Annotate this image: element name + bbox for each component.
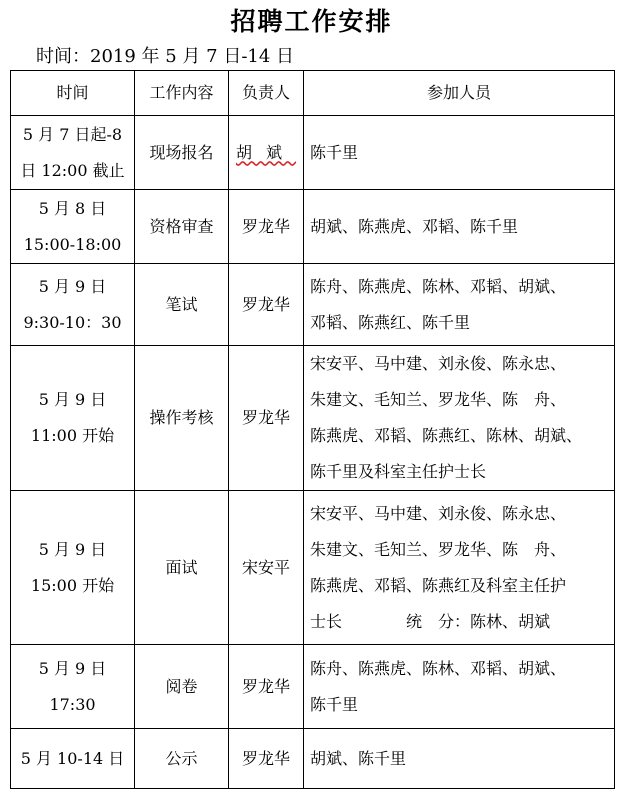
task-cell: 操作考核 (135, 346, 229, 491)
people-line: 胡斌、陈燕虎、邓韬、陈千里 (310, 216, 519, 236)
task-cell: 资格审查 (135, 190, 229, 264)
table-row (11, 346, 615, 491)
document-title: 招聘工作安排 (230, 7, 393, 36)
time-cell (11, 729, 135, 789)
people-line: 陈燕虎、邓韬、陈燕红及科室主任护 (310, 575, 567, 595)
header-time: 时间 (11, 71, 135, 116)
people-cell (304, 491, 615, 645)
time-cell (11, 645, 135, 729)
time-line: 5 月 9 日 (38, 276, 107, 296)
header-lead: 负责人 (229, 71, 304, 116)
table-row (11, 116, 615, 190)
task-cell: 笔试 (135, 264, 229, 346)
people-line: 宋安平、马中建、刘永俊、陈永忠、 (310, 354, 567, 373)
time-line: 5 月 10-14 日 (20, 748, 125, 768)
people-cell (304, 264, 615, 346)
task-cell: 现场报名 (135, 116, 229, 190)
people-line: 士长 统 分：陈林、胡斌 (310, 611, 551, 631)
people-cell (304, 346, 615, 491)
people-line: 陈舟、陈燕虎、陈林、邓韬、胡斌、 (310, 658, 567, 678)
people-line: 陈千里及科室主任护士长 (310, 462, 487, 481)
table-header-row (11, 71, 615, 116)
time-cell (11, 346, 135, 491)
people-line: 胡斌、陈千里 (310, 748, 407, 768)
people-cell (304, 116, 615, 190)
people-cell (304, 190, 615, 264)
header-people: 参加人员 (304, 71, 615, 116)
time-cell (11, 491, 135, 645)
time-line: 15:00-18:00 (23, 234, 122, 254)
time-line: 11:00 开始 (30, 426, 115, 445)
task-cell: 阅卷 (135, 645, 229, 729)
header-task: 工作内容 (135, 71, 229, 116)
people-cell (304, 729, 615, 789)
time-line: 9:30-10：30 (23, 312, 122, 332)
time-line: 5 月 9 日 (38, 390, 107, 409)
people-line: 宋安平、马中建、刘永俊、陈永忠、 (310, 503, 567, 523)
time-cell (11, 264, 135, 346)
task-cell: 公示 (135, 729, 229, 789)
table-row (11, 729, 615, 789)
lead-cell: 宋安平 (229, 491, 304, 645)
lead-cell: 罗龙华 (229, 346, 304, 491)
people-line: 朱建文、毛知兰、罗龙华、陈 舟、 (310, 390, 567, 409)
time-line: 5 月 9 日 (38, 539, 107, 559)
people-line: 陈千里 (310, 142, 359, 162)
time-cell (11, 116, 135, 190)
time-cell (11, 190, 135, 264)
people-line: 陈舟、陈燕虎、陈林、邓韬、胡斌、 (310, 276, 567, 296)
schedule-table (10, 70, 615, 789)
time-line: 5 月 9 日 (38, 658, 107, 678)
lead-name: 胡斌 (235, 142, 296, 162)
lead-cell: 罗龙华 (229, 729, 304, 789)
people-line: 陈千里 (310, 694, 359, 714)
lead-cell: 罗龙华 (229, 190, 304, 264)
time-line: 5 月 8 日 (38, 198, 107, 218)
schedule-time-range: 时间：2019 年 5 月 7 日-14 日 (36, 46, 295, 67)
table-row (11, 190, 615, 264)
time-line: 5 月 7 日起-8 (22, 124, 123, 144)
people-line: 陈燕虎、邓韬、陈燕红、陈林、胡斌、 (310, 426, 583, 445)
task-cell: 面试 (135, 491, 229, 645)
lead-cell (229, 116, 304, 190)
time-line: 日 12:00 截止 (20, 160, 125, 180)
lead-cell: 罗龙华 (229, 645, 304, 729)
table-row (11, 491, 615, 645)
lead-cell: 罗龙华 (229, 264, 304, 346)
time-line: 15:00 开始 (30, 575, 115, 595)
people-cell (304, 645, 615, 729)
time-line: 17:30 (49, 694, 96, 714)
people-line: 朱建文、毛知兰、罗龙华、陈 舟、 (310, 539, 567, 559)
table-row (11, 645, 615, 729)
people-line: 邓韬、陈燕红、陈千里 (310, 312, 471, 332)
table-row (11, 264, 615, 346)
